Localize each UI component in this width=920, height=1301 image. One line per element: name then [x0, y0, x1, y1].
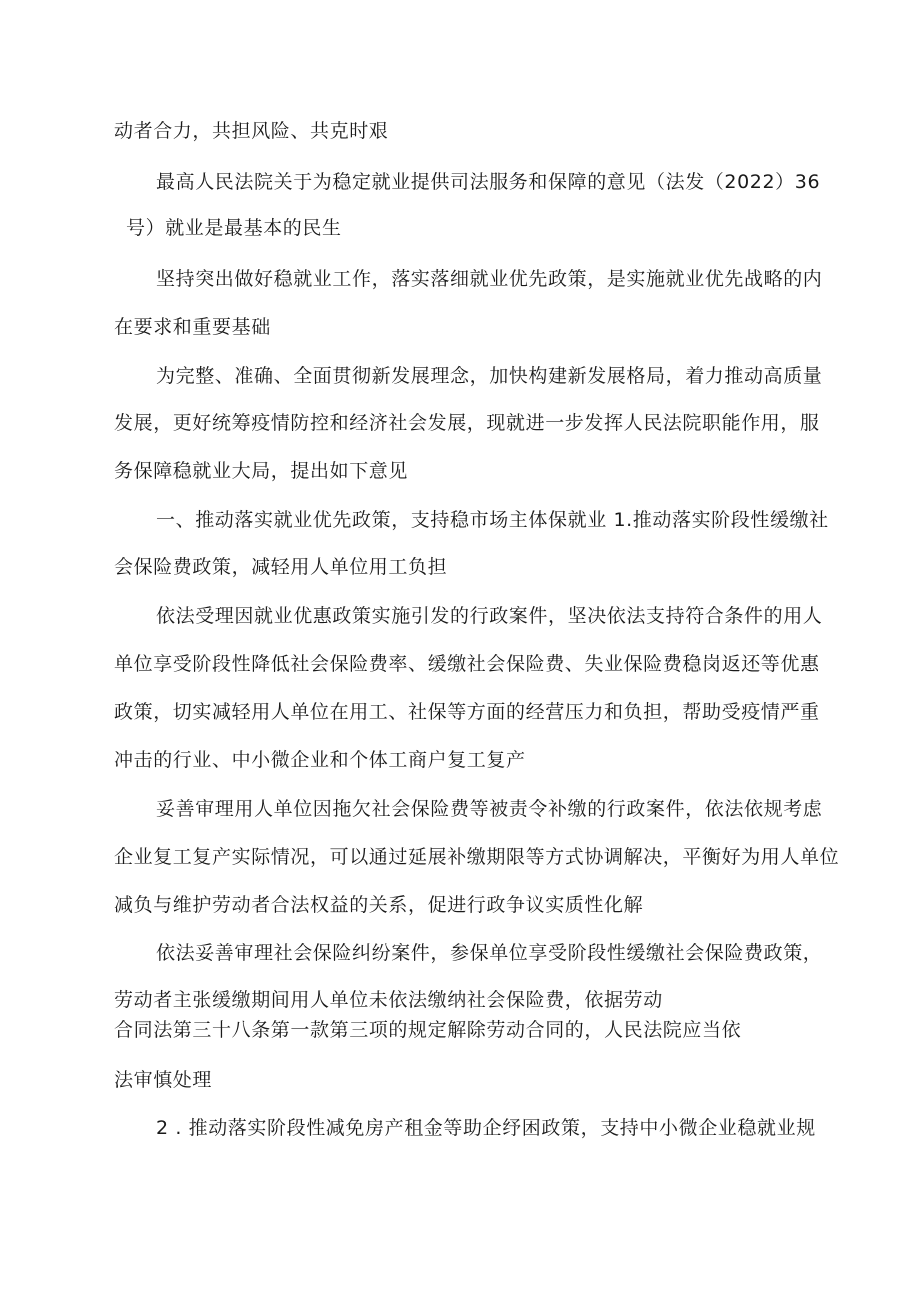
text-line: 依法受理因就业优惠政策实施引发的行政案件，坚决依法支持符合条件的用人: [156, 605, 823, 627]
text-line: 坚持突出做好稳就业工作，落实落细就业优先政策，是实施就业优先战略的内: [156, 268, 823, 290]
text-line: 政策，切实减轻用人单位在用工、社保等方面的经营压力和负担，帮助受疫情严重: [114, 701, 820, 723]
text-line: 依法妥善审理社会保险纠纷案件，参保单位享受阶段性缓缴社会保险费政策，: [156, 942, 823, 964]
text-line: 冲击的行业、中小微企业和个体工商户复工复产: [114, 749, 526, 771]
text-line: 会保险费政策，减轻用人单位用工负担: [114, 556, 448, 578]
text-line: 合同法第三十八条第一款第三项的规定解除劳动合同的，人民法院应当依: [114, 1019, 742, 1041]
text-line: 在要求和重要基础: [114, 316, 271, 338]
text-line: 动者合力，共担风险、共克时艰: [114, 120, 389, 142]
text-line: 劳动者主张缓缴期间用人单位未依法缴纳社会保险费，依据劳动: [114, 989, 663, 1011]
text-line: 发展，更好统筹疫情防控和经济社会发展，现就进一步发挥人民法院职能作用，服: [114, 412, 820, 434]
text-line: 法审慎处理: [114, 1069, 213, 1091]
text-line: 务保障稳就业大局，提出如下意见: [114, 460, 409, 482]
text-line: 一、推动落实就业优先政策，支持稳市场主体保就业 1.推动落实阶段性缓缴社: [156, 509, 829, 531]
text-line: 2 . 推动落实阶段性减免房产租金等助企纾困政策，支持中小微企业稳就业规: [156, 1117, 816, 1139]
text-line: 号）就业是最基本的民生: [126, 217, 342, 239]
text-line: 最高人民法院关于为稳定就业提供司法服务和保障的意见（法发（2022）36: [156, 171, 821, 193]
text-line: 减负与维护劳动者合法权益的关系，促进行政争议实质性化解: [114, 894, 644, 916]
text-line: 单位享受阶段性降低社会保险费率、缓缴社会保险费、失业保险费稳岗返还等优惠: [114, 653, 820, 675]
text-line: 为完整、准确、全面贯彻新发展理念，加快构建新发展格局，着力推动高质量: [156, 365, 823, 387]
text-line: 企业复工复产实际情况，可以通过延展补缴期限等方式协调解决，平衡好为用人单位: [114, 846, 840, 868]
text-line: 妥善审理用人单位因拖欠社会保险费等被责令补缴的行政案件，依法依规考虑: [156, 798, 823, 820]
